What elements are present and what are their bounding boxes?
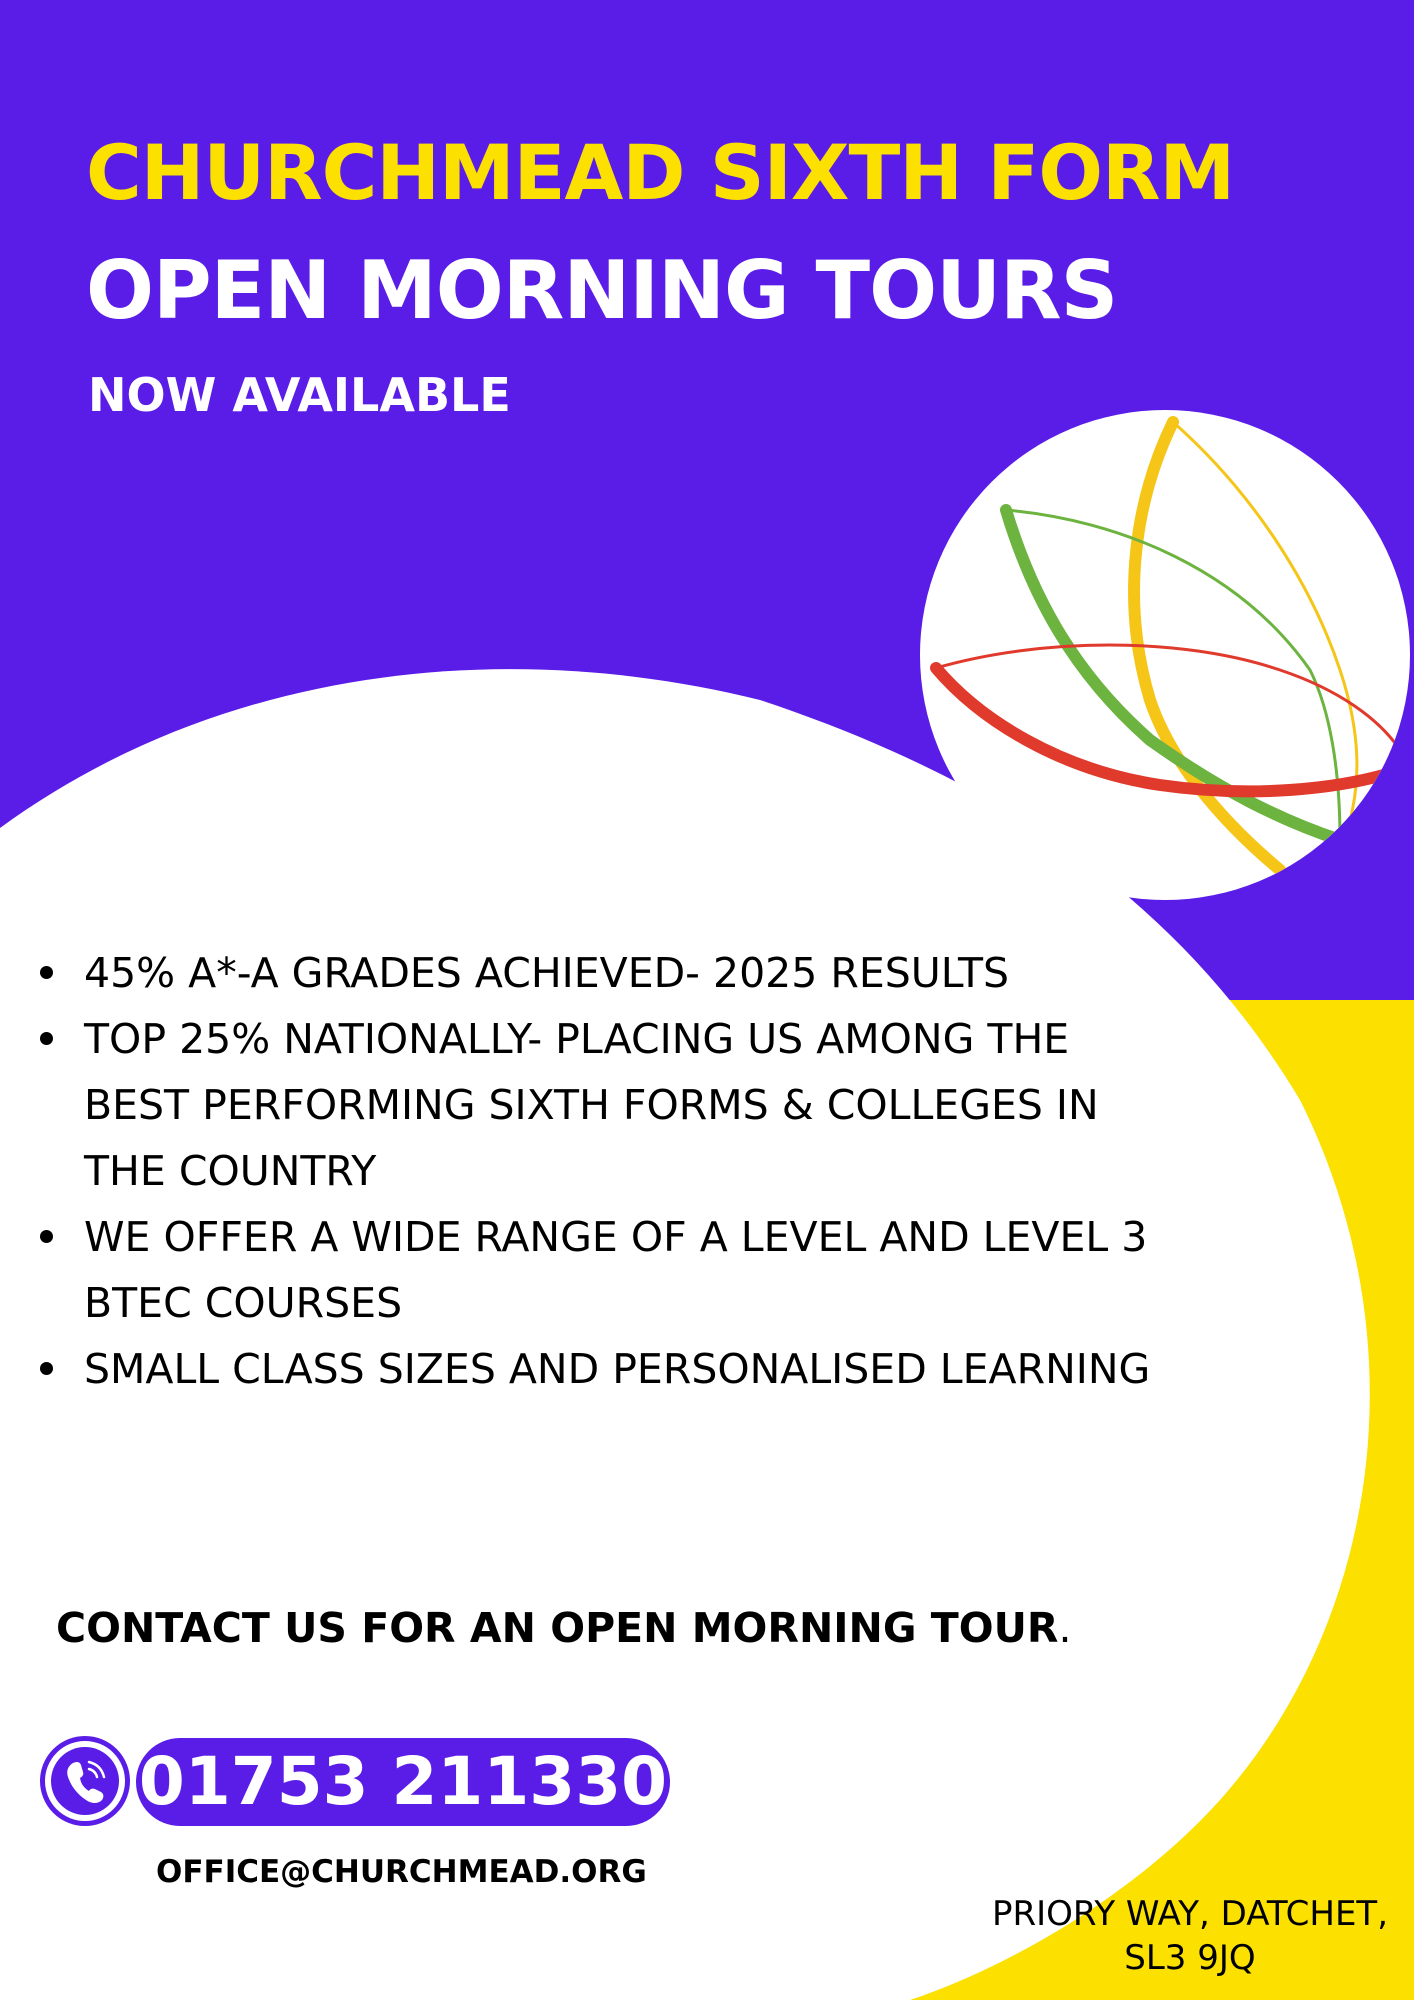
list-item xyxy=(40,1204,1160,1336)
phone-number-button[interactable]: 01753 211330 xyxy=(136,1738,670,1826)
list-item xyxy=(40,1006,1160,1204)
highlights-list xyxy=(40,940,1160,1402)
leaf-arcs-logo-icon xyxy=(920,410,1410,900)
bullet-icon xyxy=(40,1362,53,1375)
contact-cta-text: CONTACT US FOR AN OPEN MORNING TOUR xyxy=(56,1604,1059,1652)
school-logo xyxy=(920,410,1410,900)
bullet-icon xyxy=(40,1032,53,1045)
highlight-text: SMALL CLASS SIZES AND PERSONALISED LEARNING xyxy=(84,1345,1151,1393)
address-line-1: PRIORY WAY, DATCHET, xyxy=(991,1894,1388,1934)
phone-icon[interactable] xyxy=(40,1736,130,1826)
contact-call-to-action xyxy=(56,1604,1072,1652)
phone-icon-badge xyxy=(51,1747,119,1815)
bullet-icon xyxy=(40,966,53,979)
highlight-text: 45% A*-A GRADES ACHIEVED- 2025 RESULTS xyxy=(84,949,1010,997)
title-school-name: CHURCHMEAD SIXTH FORM xyxy=(86,128,1235,217)
address xyxy=(992,1892,1388,1980)
contact-cta-period: . xyxy=(1058,1604,1072,1652)
handset-icon xyxy=(51,1747,119,1815)
bullet-icon xyxy=(40,1230,53,1243)
list-item xyxy=(40,940,1160,1006)
email-address[interactable]: OFFICE@CHURCHMEAD.ORG xyxy=(156,1854,647,1890)
address-line-2: SL3 9JQ xyxy=(1124,1938,1256,1978)
title-event-name: OPEN MORNING TOURS xyxy=(86,244,1118,337)
highlight-text: TOP 25% NATIONALLY- PLACING US AMONG THE BEST PERFORMING SIXTH FORMS & COLLEGES IN THE COUNTRY xyxy=(84,1015,1099,1195)
list-item xyxy=(40,1336,1160,1402)
subtitle-availability: NOW AVAILABLE xyxy=(88,368,511,422)
highlight-text: WE OFFER A WIDE RANGE OF A LEVEL AND LEVEL 3 BTEC COURSES xyxy=(84,1213,1148,1327)
